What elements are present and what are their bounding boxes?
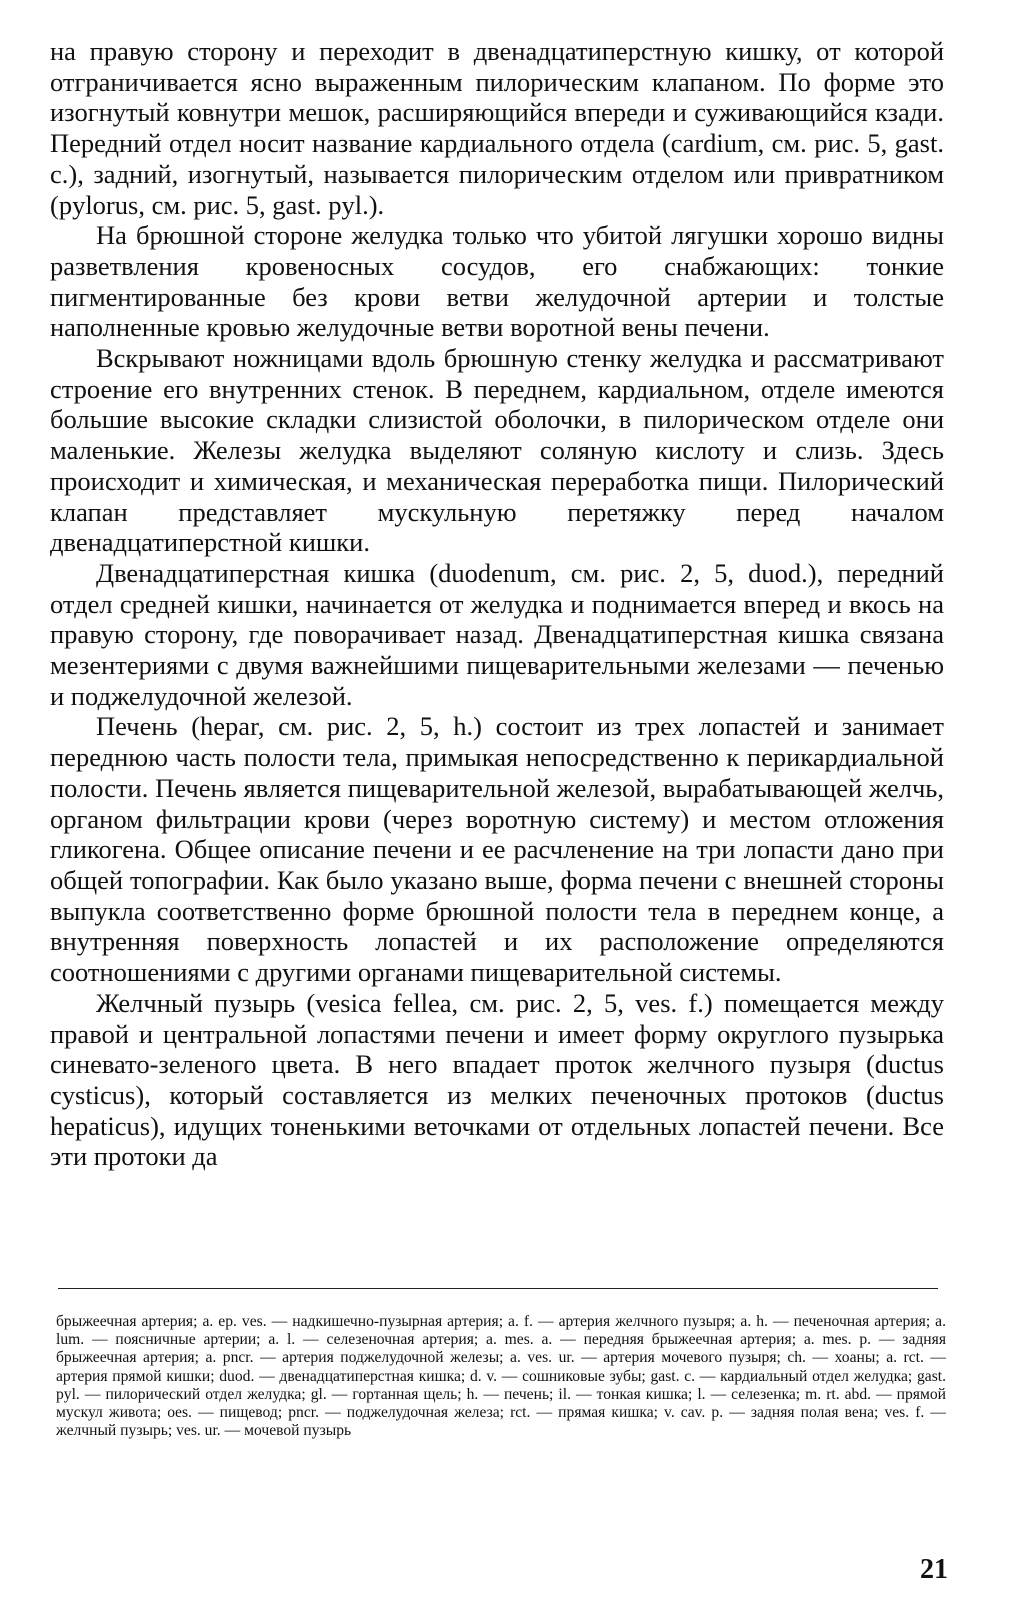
paragraph: Желчный пузырь (vesica fellea, см. рис. 2, 5, ves. f.) помещается между правой и центральной лопастями печени и имеет форму округлого пузырька синевато-зеленого цвета. В него впадает проток желчного пузыря (ductus cysticus), который составляется из мелких печеночных протоков (ductus hepaticus), идущих тоненькими веточками от отдельных лопастей печени. Все эти протоки да bbox=[50, 987, 944, 1172]
paragraph: Печень (hepar, см. рис. 2, 5, h.) состоит из трех лопастей и занимает переднюю часть полости тела, примыкая непосредственно к перикардиальной полости. Печень является пищеварительной железой, вырабатывающей желчь, органом фильтрации крови (через воротную систему) и местом отложения гликогена. Общее описание печени и ее расчленение на три лопасти дано при общей топографии. Как было указано выше, форма печени с внешней стороны выпукла соответственно форме брюшной полости тела в переднем конце, а внутренняя поверхность лопастей и их расположение определяются соотношениями с другими органами пищеварительной системы. bbox=[50, 711, 944, 988]
page-number: 21 bbox=[920, 1554, 948, 1585]
main-text bbox=[50, 36, 944, 1172]
paragraph: на правую сторону и переходит в двенадцатиперстную кишку, от которой отграничивается ясно выраженным пилорическим клапаном. По форме это изогнутый ковнутри мешок, расширяющийся впереди и суживающийся кзади. Передний отдел носит название кардиального отдела (cardium, см. рис. 5, gast. c.), задний, изогнутый, называется пилорическим отделом или привратником (pylorus, см. рис. 5, gast. pyl.). bbox=[50, 36, 944, 220]
paragraph: Двенадцатиперстная кишка (duodenum, см. рис. 2, 5, duod.), передний отдел средней кишки, начинается от желудка и поднимается вперед и вкось на правую сторону, где поворачивает назад. Двенадцатиперстная кишка связана мезентериями с двумя важнейшими пищеварительными железами — печенью и поджелудочной железой. bbox=[50, 557, 944, 711]
footnote-legend: брыжеечная артерия; a. ep. ves. — надкишечно-пузырная артерия; a. f. — артерия желчного пузыря; a. h. — печеночная артерия; a. lum. — поясничные артерии; a. l. — селезеночная артерия; a. mes. a. — передняя брыжеечная артерия; a. mes. p. — задняя брыжеечная артерия; a. pncr. — артерия поджелудочной железы; a. ves. ur. — артерия мочевого пузыря; ch. — хоаны; a. rct. — артерия прямой кишки; duod. — двенадцатиперстная кишка; d. v. — сошниковые зубы; gast. c. — кардиальный отдел желудка; gast. pyl. — пилорический отдел желудка; gl. — гортанная щель; h. — печень; il. — тонкая кишка; l. — селезенка; m. rt. abd. — прямой мускул живота; oes. — пищевод; pncr. — поджелудочная железа; rct. — прямая кишка; v. cav. p. — задняя полая вена; ves. f. — желчный пузырь; ves. ur. — мочевой пузырь bbox=[56, 1313, 946, 1440]
paragraph: На брюшной стороне желудка только что убитой лягушки хорошо видны разветвления кровеносных сосудов, его снабжающих: тонкие пигментированные без крови ветви желудочной артерии и толстые наполненные кровью желудочные ветви воротной вены печени. bbox=[50, 220, 944, 343]
footnote-divider bbox=[58, 1288, 938, 1289]
paragraph: Вскрывают ножницами вдоль брюшную стенку желудка и рассматривают строение его внутренних стенок. В переднем, кардиальном, отделе имеются большие высокие складки слизистой оболочки, в пилорическом отделе они маленькие. Железы желудка выделяют соляную кислоту и слизь. Здесь происходит и химическая, и механическая переработка пищи. Пилорический клапан представляет мускульную перетяжку перед началом двенадцатиперстной кишки. bbox=[50, 343, 944, 558]
